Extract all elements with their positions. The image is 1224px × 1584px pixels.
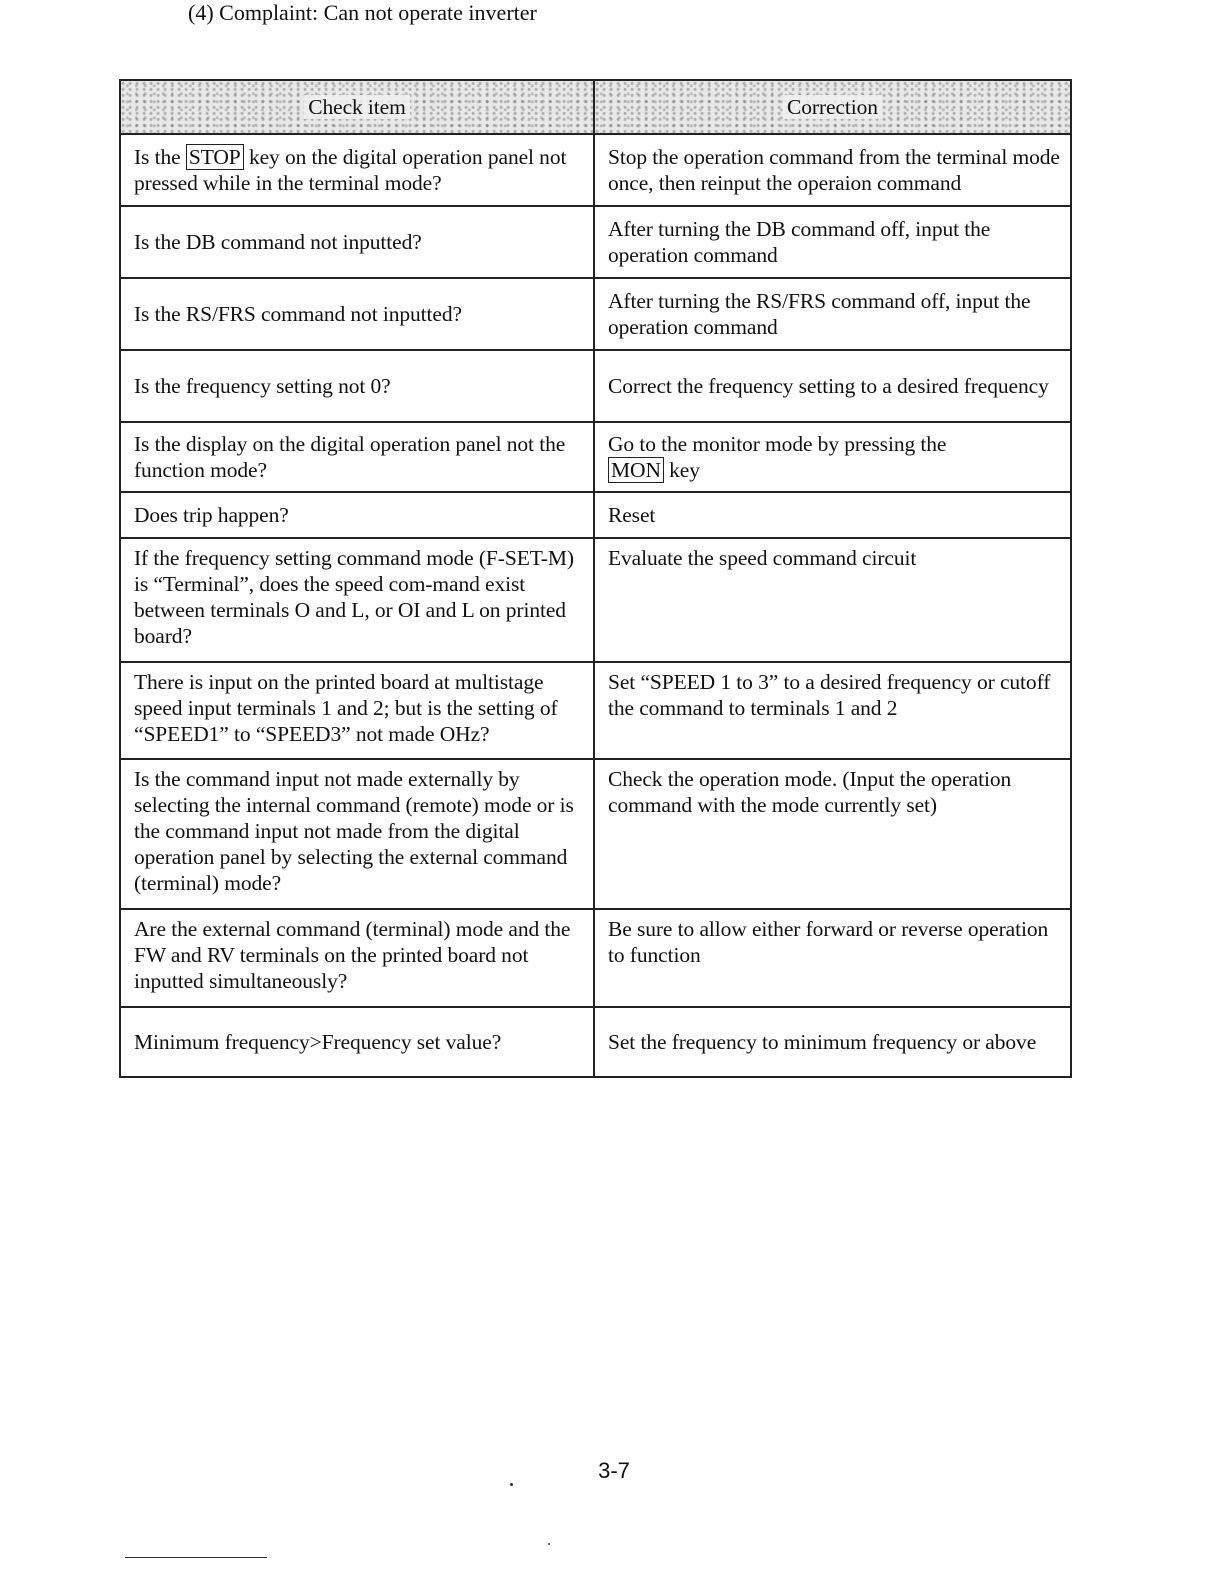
scan-speck [548, 1543, 550, 1545]
stop-key-label: STOP [186, 144, 244, 170]
table-row [120, 759, 1071, 909]
correction-cell: Reset [594, 492, 1071, 538]
correction-header: Correction [594, 80, 1071, 134]
correction-cell: Go to the monitor mode by pressing the MON key [594, 422, 1071, 492]
table-row [120, 278, 1071, 350]
scan-speck [510, 1483, 513, 1486]
table-row [120, 206, 1071, 278]
check-cell: Is the DB command not inputted? [120, 206, 594, 278]
page-number: 3-7 [598, 1458, 630, 1483]
correction-cell: Be sure to allow either forward or reverse operation to function [594, 909, 1071, 1007]
check-cell: Is the display on the digital operation panel not the function mode? [120, 422, 594, 492]
table-row [120, 909, 1071, 1007]
check-cell: Does trip happen? [120, 492, 594, 538]
check-item-header: Check item [120, 80, 594, 134]
table-row [120, 134, 1071, 206]
correction-cell: After turning the RS/FRS command off, input the operation command [594, 278, 1071, 350]
correction-cell: Evaluate the speed command circuit [594, 538, 1071, 662]
correction-cell: Correct the frequency setting to a desired frequency [594, 350, 1071, 422]
check-cell: If the frequency setting command mode (F-SET-M) is “Terminal”, does the speed com-mand exist between terminals O and L, or OI and L on printed board? [120, 538, 594, 662]
table-row [120, 350, 1071, 422]
table-header-row [120, 80, 1071, 134]
check-cell: Minimum frequency>Frequency set value? [120, 1007, 594, 1077]
check-cell: Are the external command (terminal) mode and the FW and RV terminals on the printed board not inputted simultaneously? [120, 909, 594, 1007]
table-row [120, 1007, 1071, 1077]
correction-cell: Check the operation mode. (Input the operation command with the mode currently set) [594, 759, 1071, 909]
table-row [120, 492, 1071, 538]
section-heading: (4) Complaint: Can not operate inverter [188, 0, 537, 25]
correction-cell: Stop the operation command from the terminal mode once, then reinput the operaion command [594, 134, 1071, 206]
check-cell: Is the RS/FRS command not inputted? [120, 278, 594, 350]
correction-cell: Set “SPEED 1 to 3” to a desired frequency or cutoff the command to terminals 1 and 2 [594, 662, 1071, 759]
check-cell: There is input on the printed board at multistage speed input terminals 1 and 2; but is the setting of “SPEED1” to “SPEED3” not made OHz? [120, 662, 594, 759]
correction-cell: After turning the DB command off, input the operation command [594, 206, 1071, 278]
correction-cell: Set the frequency to minimum frequency or above [594, 1007, 1071, 1077]
table-row [120, 538, 1071, 662]
check-cell: Is the command input not made externally by selecting the internal command (remote) mode or is the command input not made from the digital operation panel by selecting the external command (terminal) mode? [120, 759, 594, 909]
mon-key-label: MON [608, 457, 664, 483]
footer-rule [125, 1557, 267, 1558]
check-cell: Is the frequency setting not 0? [120, 350, 594, 422]
troubleshooting-table [119, 79, 1072, 1078]
table-row [120, 422, 1071, 492]
check-cell: Is the STOP key on the digital operation panel not pressed while in the terminal mode? [120, 134, 594, 206]
table-row [120, 662, 1071, 759]
